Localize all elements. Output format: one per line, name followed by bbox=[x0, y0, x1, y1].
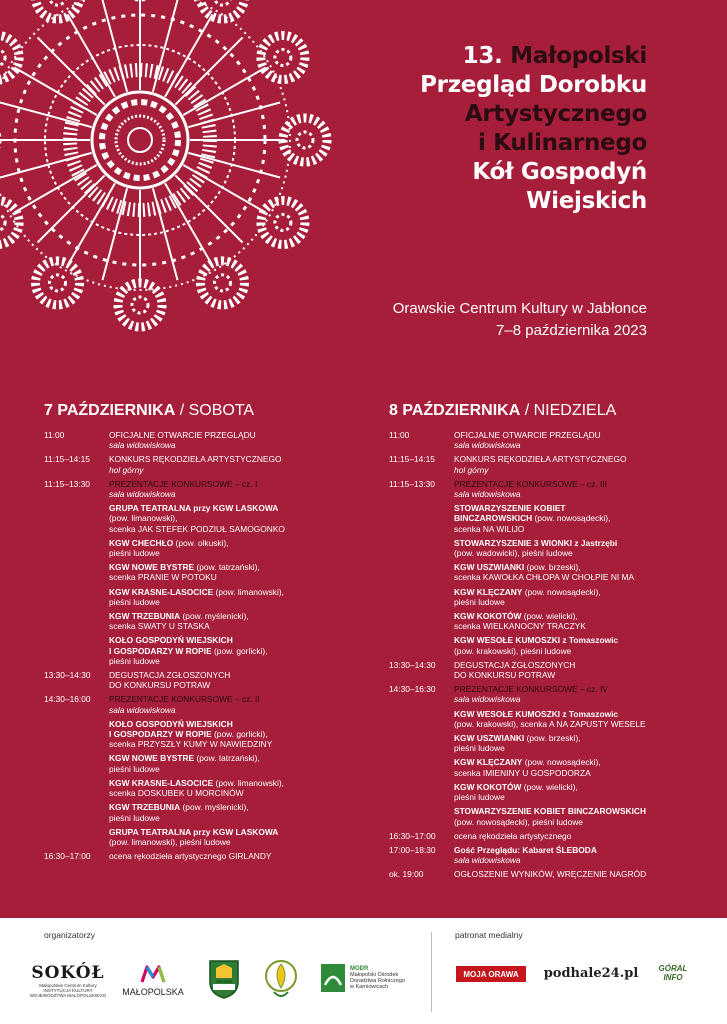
performance-entry bbox=[109, 635, 364, 666]
slot-location: sala widowiskowa bbox=[109, 440, 176, 451]
slot-time: 13:30–14:30 bbox=[389, 659, 436, 670]
performer-name: I GOSPODARZY W ROPIE bbox=[109, 729, 212, 740]
performance-detail: scenka IMIENINY U GOSPODORZA bbox=[454, 767, 591, 778]
event-dates: 7–8 października 2023 bbox=[496, 322, 647, 339]
schedule-slot bbox=[389, 660, 689, 680]
performance-line bbox=[109, 587, 364, 597]
schedule-slot bbox=[389, 479, 689, 499]
slot-description bbox=[109, 694, 364, 714]
title-line bbox=[420, 187, 647, 216]
modr-acronym: MODR bbox=[350, 966, 369, 972]
performance-line bbox=[109, 611, 364, 621]
performance-detail: (pow. olkuski), bbox=[173, 537, 229, 548]
title-line bbox=[420, 100, 647, 129]
performance-entry bbox=[454, 733, 689, 753]
lace-petal-center bbox=[132, 297, 148, 313]
schedule-slot bbox=[389, 831, 689, 841]
modr-logo bbox=[320, 956, 410, 1000]
performance-entry bbox=[454, 503, 689, 534]
slot-title-continued: DO KONKURSU POTRAW bbox=[109, 680, 211, 691]
performance-detail: (pow. gorlicki), bbox=[211, 645, 268, 656]
performer-name: KGW USZWIANKI bbox=[454, 733, 525, 744]
performance-line bbox=[109, 621, 364, 631]
performance-entry bbox=[109, 611, 364, 631]
lace-petal bbox=[261, 201, 305, 245]
performance-line bbox=[454, 597, 689, 607]
slot-description bbox=[109, 851, 364, 861]
slot-title: PREZENTACJE KONKURSOWE – cz. III bbox=[454, 478, 607, 489]
performance-detail: (pow. krakowski), scenka A NA ZAPUSTY WESELE bbox=[454, 718, 646, 729]
lace-spoke bbox=[14, 165, 96, 213]
performance-detail: (pow. nowosądecki), pieśni ludowe bbox=[454, 816, 583, 827]
performance-line bbox=[454, 782, 689, 792]
lace-petal-center bbox=[50, 275, 66, 291]
performer-name: I GOSPODARZY W ROPIE bbox=[109, 645, 212, 656]
performer-name: KGW NOWE BYSTRE bbox=[109, 562, 195, 573]
title-text: Przegląd Dorobku bbox=[420, 72, 647, 98]
performer-name: KGW KLĘCZANY bbox=[454, 586, 523, 597]
performance-detail: (pow. nowosądecki), bbox=[522, 586, 601, 597]
slot-title: ocena rękodzieła artystycznego GIRLANDY bbox=[109, 851, 272, 862]
lace-petal bbox=[201, 0, 245, 19]
performance-line bbox=[454, 587, 689, 597]
slot-title: DEGUSTACJA ZGŁOSZONYCH bbox=[109, 670, 231, 681]
slot-description bbox=[454, 831, 689, 841]
moja-orawa-text: MOJA ORAWA bbox=[463, 969, 519, 979]
performance-line bbox=[109, 827, 364, 837]
lace-petal-center bbox=[215, 0, 231, 5]
performance-detail: pieśni ludowe bbox=[109, 812, 160, 823]
lace-spoke bbox=[68, 14, 116, 96]
performance-detail: pieśni ludowe bbox=[109, 655, 160, 666]
schedule-slot bbox=[389, 684, 689, 704]
performance-detail: (pow. tatrzański), bbox=[194, 562, 260, 573]
orawa-crest-text: ORAWA bbox=[215, 979, 233, 984]
performance-detail: pieśni ludowe bbox=[109, 763, 160, 774]
title-line bbox=[420, 129, 647, 158]
title-text: Małopolski bbox=[510, 43, 647, 69]
performer-name: KGW KLĘCZANY bbox=[454, 757, 523, 768]
slot-location: sala widowiskowa bbox=[454, 855, 521, 866]
performance-detail: (pow. krakowski), pieśni ludowe bbox=[454, 645, 572, 656]
lace-petal bbox=[0, 201, 19, 245]
sokol-logo-sub1: Małopolskie Centrum Kultury bbox=[39, 982, 97, 988]
performance-detail: scenka PRANIE W POTOKU bbox=[109, 572, 217, 583]
slot-description bbox=[454, 430, 689, 450]
slot-time: 14:30–16:30 bbox=[389, 684, 436, 695]
performance-detail: (pow. myślenicki), bbox=[180, 802, 249, 813]
title-line bbox=[420, 42, 647, 71]
lace-petal-center bbox=[275, 215, 291, 231]
performance-entry bbox=[454, 782, 689, 802]
day-date: 7 PAŹDZIERNIKA bbox=[44, 402, 176, 419]
slot-time: 17:00–18:30 bbox=[389, 844, 436, 855]
slot-description bbox=[454, 684, 689, 704]
title-text: Kół Gospodyń bbox=[472, 159, 647, 185]
schedule-slot bbox=[44, 851, 364, 861]
performance-line bbox=[109, 753, 364, 763]
slot-title: PREZENTACJE KONKURSOWE – cz. IV bbox=[454, 684, 608, 695]
performer-name: STOWARZYSZENIE 3 WIONKI z Jastrzębi bbox=[454, 537, 618, 548]
performance-line bbox=[454, 538, 689, 548]
performance-entry bbox=[454, 709, 689, 729]
slot-time: ok. 19:00 bbox=[389, 869, 424, 880]
performance-entry bbox=[109, 503, 364, 534]
lace-spoke bbox=[38, 175, 105, 242]
schedule-slot bbox=[389, 454, 689, 474]
performance-detail: (pow. limanowski), bbox=[213, 777, 284, 788]
modr-line2: Doradztwa Rolniczego bbox=[350, 978, 406, 984]
performer-name: KOŁO GOSPODYŃ WIEJSKICH bbox=[109, 635, 233, 646]
performer-name: KGW KOKOTÓW bbox=[454, 611, 522, 622]
performance-line bbox=[454, 621, 689, 631]
slot-description bbox=[454, 479, 689, 499]
lace-petal-center bbox=[50, 0, 66, 5]
performance-line bbox=[109, 656, 364, 666]
day-saturday-schedule bbox=[44, 402, 364, 865]
kgw-emblem-logo bbox=[262, 952, 300, 1006]
schedule-slot bbox=[44, 430, 364, 450]
slot-time: 16:30–17:00 bbox=[44, 851, 91, 862]
performance-entry bbox=[109, 753, 364, 773]
performance-line bbox=[109, 513, 364, 523]
orawa-crest-logo bbox=[204, 952, 244, 1006]
performance-detail: (pow. brzeski), bbox=[524, 562, 581, 573]
performance-detail: (pow. gorlicki), bbox=[211, 729, 268, 740]
performance-line bbox=[109, 729, 364, 739]
day-sunday-schedule bbox=[389, 402, 689, 884]
performance-line bbox=[109, 503, 364, 513]
performance-line bbox=[454, 548, 689, 558]
performance-entry bbox=[109, 719, 364, 750]
performance-line bbox=[109, 802, 364, 812]
performance-line bbox=[454, 806, 689, 816]
performance-line bbox=[109, 572, 364, 582]
lace-petal-center bbox=[215, 275, 231, 291]
title-text: Artystycznego bbox=[464, 101, 647, 127]
performer-name: KGW CHECHŁO bbox=[109, 537, 174, 548]
slot-location: sala widowiskowa bbox=[109, 704, 176, 715]
performance-detail: (pow. limanowski), bbox=[109, 513, 178, 524]
goral-info-text: GÓRAL INFO bbox=[658, 964, 688, 982]
performance-detail: (pow. wielicki), bbox=[521, 611, 578, 622]
performance-line bbox=[109, 788, 364, 798]
slot-title: KONKURS RĘKODZIEŁA ARTYSTYCZNEGO bbox=[109, 454, 282, 465]
sokol-logo-sub2: INSTYTUCJA KULTURY bbox=[43, 987, 93, 993]
lace-petal bbox=[261, 36, 305, 80]
modr-logo-text bbox=[350, 966, 405, 990]
performance-detail: scenka SWATY U STASKA bbox=[109, 621, 210, 632]
performer-name: GRUPA TEATRALNA przy KGW LASKOWA bbox=[109, 826, 279, 837]
performance-line bbox=[454, 611, 689, 621]
performance-detail: scenka NA WILIJO bbox=[454, 523, 525, 534]
day-weekday: / SOBOTA bbox=[179, 402, 255, 419]
performance-entry bbox=[109, 587, 364, 607]
performance-line bbox=[109, 548, 364, 558]
performance-line bbox=[454, 562, 689, 572]
performance-detail: pieśni ludowe bbox=[454, 596, 505, 607]
venue-block bbox=[393, 298, 647, 342]
slot-time: 11:15–13:30 bbox=[389, 478, 435, 489]
performance-line bbox=[109, 764, 364, 774]
slot-description bbox=[109, 454, 364, 474]
slot-title: Gość Przeglądu: Kabaret ŚLEBODA bbox=[454, 844, 597, 855]
day-heading bbox=[389, 402, 689, 420]
lace-petal bbox=[0, 36, 19, 80]
performance-line bbox=[454, 572, 689, 582]
schedule-slot bbox=[389, 869, 689, 879]
performance-line bbox=[109, 562, 364, 572]
performance-line bbox=[454, 503, 689, 513]
performance-entry bbox=[109, 538, 364, 558]
podhale24-text: podhale24.pl bbox=[543, 965, 639, 981]
performance-entry bbox=[454, 757, 689, 777]
performer-name: KGW KRASNE-LASOCICE bbox=[109, 777, 214, 788]
performance-entry bbox=[454, 806, 689, 826]
slot-location: sala widowiskowa bbox=[109, 489, 176, 500]
performance-line bbox=[454, 646, 689, 656]
organizers-label: organizatorzy bbox=[44, 930, 96, 940]
performance-line bbox=[454, 719, 689, 729]
slot-description bbox=[454, 660, 689, 680]
slot-time: 11:00 bbox=[389, 430, 410, 440]
performance-detail: (pow. wielicki), bbox=[521, 781, 578, 792]
performance-detail: (pow. nowosądecki), bbox=[532, 513, 611, 524]
kgw-emblem-icon bbox=[264, 956, 298, 1002]
slot-time: 13:30–14:30 bbox=[44, 670, 91, 681]
performance-detail: (pow. wadowicki), pieśni ludowe bbox=[454, 548, 573, 559]
slot-description bbox=[454, 869, 689, 879]
performance-entry bbox=[454, 562, 689, 582]
slot-title: DEGUSTACJA ZGŁOSZONYCH bbox=[454, 659, 576, 670]
lace-petal bbox=[201, 261, 245, 305]
performance-line bbox=[109, 739, 364, 749]
slot-title-continued: DO KONKURSU POTRAW bbox=[454, 670, 556, 681]
performance-line bbox=[109, 538, 364, 548]
slot-title: ocena rękodzieła artystycznego bbox=[454, 830, 572, 841]
slot-description bbox=[109, 430, 364, 450]
performance-line bbox=[109, 837, 364, 847]
schedule-slot bbox=[389, 430, 689, 450]
performance-line bbox=[454, 792, 689, 802]
slot-description bbox=[454, 845, 689, 865]
lace-petal bbox=[36, 0, 80, 19]
slot-time: 11:15–14:15 bbox=[44, 454, 90, 465]
title-text: 13. bbox=[462, 43, 511, 69]
day-weekday: / NIEDZIELA bbox=[524, 402, 617, 419]
performance-entry bbox=[454, 587, 689, 607]
performance-line bbox=[109, 719, 364, 729]
slot-location: hol górny bbox=[109, 464, 144, 475]
performance-line bbox=[454, 733, 689, 743]
slot-time: 11:00 bbox=[44, 430, 65, 440]
performance-line bbox=[454, 768, 689, 778]
lace-spoke bbox=[183, 68, 265, 116]
podhale24-logo bbox=[543, 962, 639, 984]
lace-petal-center bbox=[0, 50, 5, 66]
day-heading bbox=[44, 402, 364, 420]
slot-location: sala widowiskowa bbox=[454, 489, 521, 500]
performance-line bbox=[109, 597, 364, 607]
performance-entry bbox=[109, 562, 364, 582]
performance-entry bbox=[454, 635, 689, 655]
slot-title: PREZENTACJE KONKURSOWE – cz. I bbox=[109, 478, 258, 489]
performer-name: BINCZAROWSKICH bbox=[454, 513, 533, 524]
performance-line bbox=[454, 817, 689, 827]
title-text: Wiejskich bbox=[526, 188, 647, 214]
performer-name: STOWARZYSZENIE KOBIET bbox=[454, 503, 566, 514]
lace-petal bbox=[36, 261, 80, 305]
lace-spoke bbox=[175, 38, 242, 105]
performer-name: KGW KOKOTÓW bbox=[454, 781, 522, 792]
malopolska-m-icon bbox=[140, 964, 166, 984]
lace-doily-decoration bbox=[0, 0, 340, 350]
venue-name: Orawskie Centrum Kultury w Jabłonce bbox=[392, 300, 647, 317]
sokol-logo-sub3: WOJEWÓDZTWA MAŁOPOLSKIEGO bbox=[29, 992, 107, 998]
performer-name: KGW USZWIANKI bbox=[454, 562, 525, 573]
schedule-slot bbox=[44, 670, 364, 690]
performance-line bbox=[109, 646, 364, 656]
performance-entry bbox=[109, 802, 364, 822]
performer-name: KGW TRZEBUNIA bbox=[109, 802, 181, 813]
day-date: 8 PAŹDZIERNIKA bbox=[389, 402, 521, 419]
performer-name: KGW KRASNE-LASOCICE bbox=[109, 586, 214, 597]
slot-time: 11:15–13:30 bbox=[44, 478, 90, 489]
lace-spoke bbox=[38, 38, 105, 105]
performance-detail: pieśni ludowe bbox=[109, 548, 160, 559]
performance-detail: (pow. nowosądecki), bbox=[522, 757, 601, 768]
performance-detail: scenka WIELKANOCNY TRACZYK bbox=[454, 621, 586, 632]
slot-title: OFICJALNE OTWARCIE PRZEGLĄDU bbox=[454, 430, 601, 440]
lace-spoke bbox=[165, 183, 213, 265]
performer-name: KGW TRZEBUNIA bbox=[109, 611, 181, 622]
performance-line bbox=[109, 778, 364, 788]
slot-time: 11:15–14:15 bbox=[389, 454, 435, 465]
slot-description bbox=[109, 670, 364, 690]
slot-title: PREZENTACJE KONKURSOWE – cz. II bbox=[109, 694, 260, 705]
performer-name: GRUPA TEATRALNA przy KGW LASKOWA bbox=[109, 503, 279, 514]
goral-info-logo bbox=[648, 962, 698, 984]
performance-line bbox=[454, 757, 689, 767]
performance-detail: scenka KAWOŁKA CHŁOPA W CHOŁPIE NI MA bbox=[454, 572, 635, 583]
schedule-slot bbox=[44, 454, 364, 474]
title-line bbox=[420, 71, 647, 100]
lace-petal-center bbox=[297, 132, 313, 148]
performance-line bbox=[109, 813, 364, 823]
performance-line bbox=[454, 524, 689, 534]
performance-entry bbox=[109, 778, 364, 798]
moja-orawa-logo bbox=[456, 966, 526, 982]
slot-title: KONKURS RĘKODZIEŁA ARTYSTYCZNEGO bbox=[454, 454, 627, 465]
schedule-slot bbox=[44, 694, 364, 714]
performance-line bbox=[454, 709, 689, 719]
sokol-logo bbox=[28, 956, 108, 1004]
performance-detail: (pow. brzeski), bbox=[524, 733, 581, 744]
performance-detail: pieśni ludowe bbox=[454, 743, 505, 754]
performance-line bbox=[454, 743, 689, 753]
slot-title: OGŁOSZENIE WYNIKÓW, WRĘCZENIE NAGRÓD bbox=[454, 869, 647, 880]
performance-entry bbox=[454, 611, 689, 631]
title-line bbox=[420, 158, 647, 187]
lace-petal-center bbox=[275, 50, 291, 66]
performer-name: KOŁO GOSPODYŃ WIEJSKICH bbox=[109, 718, 233, 729]
performance-detail: (pow. limanowski), pieśni ludowe bbox=[109, 836, 231, 847]
modr-icon bbox=[320, 963, 346, 993]
performance-entry bbox=[454, 538, 689, 558]
modr-line1: Małopolski Ośrodek bbox=[350, 972, 399, 978]
performance-line bbox=[109, 635, 364, 645]
title-text: i Kulinarnego bbox=[477, 130, 647, 156]
slot-description bbox=[454, 454, 689, 474]
malopolska-logo-text: MAŁOPOLSKA bbox=[122, 986, 184, 997]
footer-divider bbox=[431, 932, 432, 1012]
performance-detail: scenka JAK STEFEK PODZIUŁ SAMOGONKO bbox=[109, 523, 285, 534]
performer-name: STOWARZYSZENIE KOBIET BINCZAROWSKICH bbox=[454, 806, 647, 817]
schedule-slot bbox=[389, 845, 689, 865]
performance-detail: pieśni ludowe bbox=[454, 792, 505, 803]
performance-line bbox=[454, 513, 689, 523]
slot-location: sala widowiskowa bbox=[454, 440, 521, 451]
performance-detail: (pow. tatrzański), bbox=[194, 753, 260, 764]
performer-name: KGW WESOŁE KUMOSZKI z Tomaszowic bbox=[454, 635, 619, 646]
slot-location: sala widowiskowa bbox=[454, 694, 521, 705]
performance-detail: (pow. myślenicki), bbox=[180, 611, 249, 622]
slot-time: 16:30–17:00 bbox=[389, 830, 436, 841]
performance-line bbox=[109, 524, 364, 534]
performance-detail: scenka DOSKUBEK U MORCINÓW bbox=[109, 788, 244, 799]
schedule-slot bbox=[44, 479, 364, 499]
modr-line3: w Karniowicach bbox=[350, 984, 389, 990]
performance-detail: (pow. limanowski), bbox=[213, 586, 284, 597]
lace-petal-center bbox=[0, 215, 5, 231]
slot-description bbox=[109, 479, 364, 499]
slot-time: 14:30–16:00 bbox=[44, 694, 91, 705]
event-title bbox=[420, 42, 647, 216]
performance-line bbox=[454, 635, 689, 645]
slot-location: hol górny bbox=[454, 464, 489, 475]
performer-name: KGW NOWE BYSTRE bbox=[109, 753, 195, 764]
malopolska-logo bbox=[118, 952, 188, 1008]
slot-title: OFICJALNE OTWARCIE PRZEGLĄDU bbox=[109, 430, 256, 440]
performer-name: KGW WESOŁE KUMOSZKI z Tomaszowic bbox=[454, 708, 619, 719]
sokol-logo-name: SOKÓŁ bbox=[31, 962, 105, 983]
footer bbox=[0, 918, 727, 1024]
performance-detail: scenka PRZYSZŁY KUMY W NAWIEDZINY bbox=[109, 739, 273, 750]
performance-detail: pieśni ludowe bbox=[109, 596, 160, 607]
media-patrons-label: patronat medialny bbox=[455, 930, 523, 940]
lace-spoke bbox=[175, 175, 242, 242]
performance-entry bbox=[109, 827, 364, 847]
